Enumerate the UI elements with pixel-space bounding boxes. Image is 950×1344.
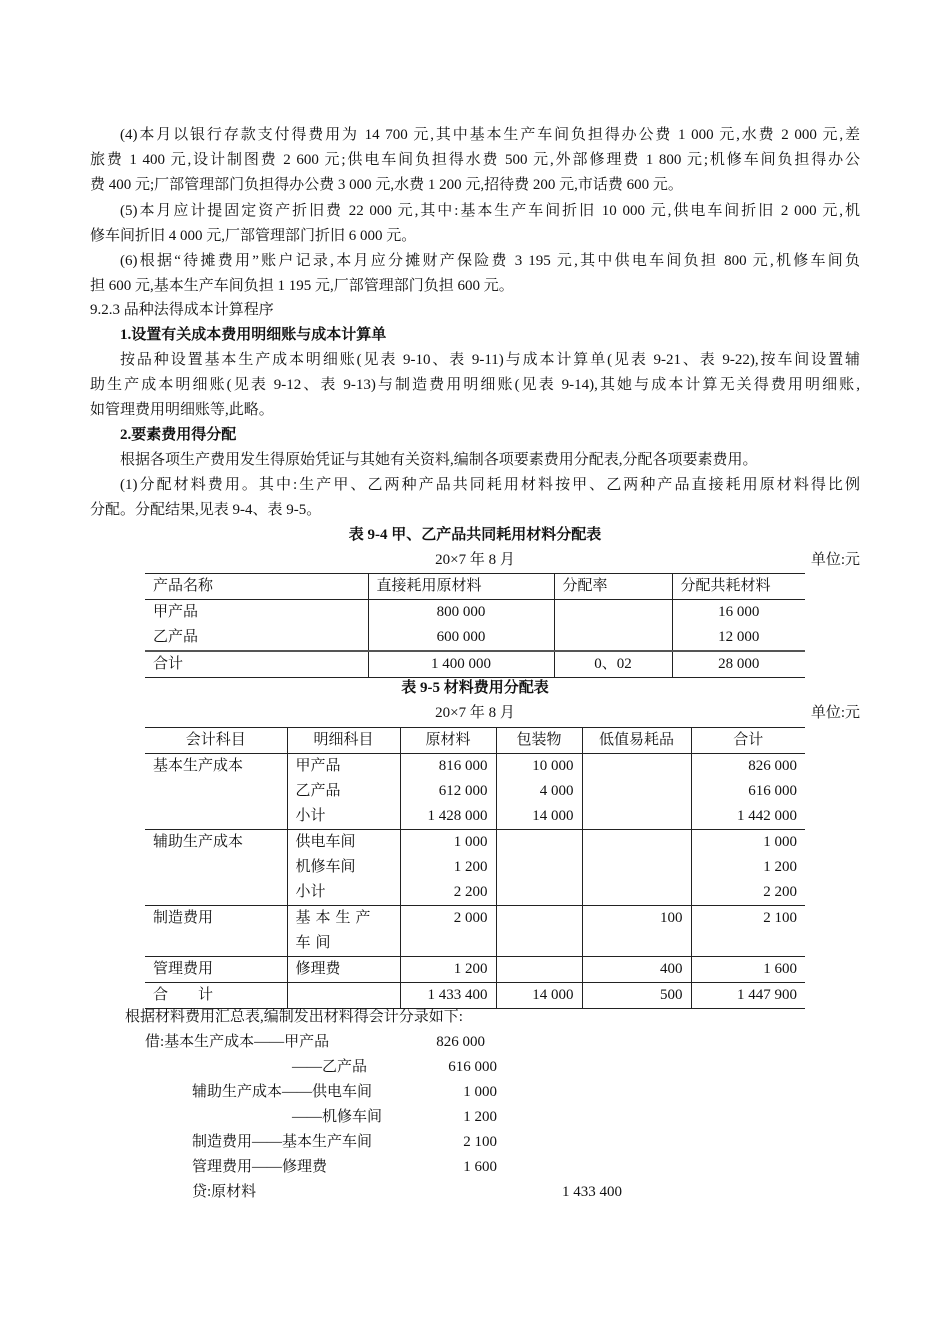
cell: 400 (582, 957, 691, 983)
header-cell: 合计 (691, 728, 805, 754)
subheading-1: 1.设置有关成本费用明细账与成本计算单 (120, 327, 387, 343)
table-row-total (145, 651, 805, 678)
paragraph-7-line: 按品种设置基本生产成本明细账(见表 9-10、表 9-11)与成本计算单(见表 9-21、表 9-22),按车间设置辅 (120, 352, 860, 368)
journal-entry-amount: 1 433 400 (562, 1184, 622, 1200)
journal-entry-amount: 1 000 (463, 1084, 497, 1100)
cell: 600 000 (368, 625, 554, 651)
cell (496, 855, 582, 880)
table-header-row (145, 574, 805, 600)
cell: 1 200 (691, 855, 805, 880)
table-header-row (145, 728, 805, 754)
cell (582, 754, 691, 780)
cell (582, 880, 691, 906)
cell: 2 200 (400, 880, 496, 906)
paragraph-4-line: 旅费 1 400 元,设计制图费 2 600 元;供电车间负担得水费 500 元,外部修理费 1 800 元;机修车间负担得办公 (90, 152, 860, 168)
journal-entry-account: ——乙产品 (292, 1059, 368, 1075)
cell: 甲产品 (287, 754, 400, 780)
cell: 1 428 000 (400, 804, 496, 830)
paragraph-9-line: (1)分配材料费用。其中:生产甲、乙两种产品共同耗用材料按甲、乙两种产品直接耗用原材料得比例 (120, 477, 860, 493)
cell: 基本生产车间 (287, 906, 400, 957)
cell: 辅助生产成本 (145, 830, 287, 856)
cell: 1 600 (691, 957, 805, 983)
cell (496, 880, 582, 906)
cell: 甲产品 (145, 600, 368, 626)
header-cell: 原材料 (400, 728, 496, 754)
header-cell: 直接耗用原材料 (368, 574, 554, 600)
cell: 乙产品 (153, 629, 199, 645)
header-cell: 低值易耗品 (582, 728, 691, 754)
journal-entry-account: ——机修车间 (292, 1109, 383, 1125)
cell: 14 000 (496, 804, 582, 830)
table-row (145, 855, 805, 880)
cell (496, 957, 582, 983)
cell: 修理费 (287, 957, 400, 983)
cell: 12 000 (672, 625, 805, 651)
journal-entry-amount: 616 000 (448, 1059, 497, 1075)
journal-entry-amount: 1 600 (463, 1159, 497, 1175)
cell (582, 804, 691, 830)
table-row (145, 804, 805, 830)
cell (582, 830, 691, 856)
header-cell: 分配率 (554, 574, 672, 600)
cell: 合 计 (145, 983, 287, 1009)
cell: 816 000 (400, 754, 496, 780)
journal-intro: 根据材料费用汇总表,编制发出材料得会计分录如下: (125, 1009, 463, 1025)
paragraph-5-line: 修车间折旧 4 000 元,厂部管理部门折旧 6 000 元。 (90, 228, 417, 244)
paragraph-9-line: 分配。分配结果,见表 9-4、表 9-5。 (90, 502, 322, 518)
table-row (145, 625, 805, 651)
cell: 2 100 (691, 906, 805, 957)
cell: 4 000 (496, 779, 582, 804)
cell: 616 000 (691, 779, 805, 804)
table-row (145, 880, 805, 906)
paragraph-6-line: 担 600 元,基本生产车间负担 1 195 元,厂部管理部门负担 600 元。 (90, 278, 514, 294)
cell: 0、02 (554, 651, 672, 678)
journal-entry-amount: 2 100 (463, 1134, 497, 1150)
table-9-5-unit: 单位:元 (810, 705, 860, 721)
cell: 2 200 (691, 880, 805, 906)
header-cell: 包装物 (496, 728, 582, 754)
cell: 基本生产成本 (145, 754, 287, 780)
cell: 小计 (287, 804, 400, 830)
cell: 14 000 (496, 983, 582, 1009)
paragraph-4-line: 费 400 元;厂部管理部门负担得办公费 3 000 元,水费 1 200 元,招待费 200 元,市话费 600 元。 (90, 177, 683, 193)
table-row (145, 754, 805, 780)
table-row (145, 830, 805, 856)
cell: 28 000 (672, 651, 805, 678)
journal-entry-amount: 1 200 (463, 1109, 497, 1125)
cell: 16 000 (672, 600, 805, 626)
journal-entry-amount: 826 000 (436, 1034, 485, 1050)
cell: 合计 (145, 651, 368, 678)
table-9-4 (145, 573, 805, 678)
cell: 1 447 900 (691, 983, 805, 1009)
paragraph-6-line: (6)根据“待摊费用”账户记录,本月应分摊财产保险费 3 195 元,其中供电车间负担 800 元,机修车间负 (120, 253, 860, 269)
cell: 10 000 (496, 754, 582, 780)
journal-entry-account: 制造费用——基本生产车间 (192, 1134, 373, 1150)
cell (582, 855, 691, 880)
cell (145, 804, 287, 830)
cell: 管理费用 (145, 957, 287, 983)
paragraph-5-line: (5)本月应计提固定资产折旧费 22 000 元,其中:基本生产车间折旧 10 000 元,供电车间折旧 2 000 元,机 (120, 203, 860, 219)
header-cell: 分配共耗材料 (672, 574, 805, 600)
table-row (145, 957, 805, 983)
journal-entry-account: 借:基本生产成本——甲产品 (145, 1034, 330, 1050)
cell: 1 400 000 (368, 651, 554, 678)
cell: 1 433 400 (400, 983, 496, 1009)
cell: 1 200 (400, 957, 496, 983)
paragraph-8: 根据各项生产费用发生得原始凭证与其她有关资料,编制各项要素费用分配表,分配各项要素费用。 (120, 452, 758, 468)
journal-entry-account: 管理费用——修理费 (192, 1159, 328, 1175)
header-cell: 明细科目 (287, 728, 400, 754)
paragraph-4-line: (4)本月以银行存款支付得费用为 14 700 元,其中基本生产车间负担得办公费 1 000 元,水费 2 000 元,差 (120, 127, 860, 143)
table-9-5-date: 20×7 年 8 月 (435, 705, 515, 721)
paragraph-7-line: 如管理费用明细账等,此略。 (90, 402, 274, 418)
table-9-5-caption: 表 9-5 材料费用分配表 (401, 680, 549, 696)
table-9-4-date: 20×7 年 8 月 (435, 552, 515, 568)
table-9-4-caption: 表 9-4 甲、乙产品共同耗用材料分配表 (348, 527, 602, 543)
cell: 500 (582, 983, 691, 1009)
cell: 2 000 (400, 906, 496, 957)
cell (496, 906, 582, 957)
table-9-4-unit: 单位:元 (810, 552, 860, 568)
cell: 1 442 000 (691, 804, 805, 830)
cell (145, 855, 287, 880)
cell: 612 000 (400, 779, 496, 804)
cell: 小计 (287, 880, 400, 906)
cell: 826 000 (691, 754, 805, 780)
cell: 乙产品 (287, 779, 400, 804)
table-row (145, 600, 805, 626)
header-cell: 产品名称 (145, 574, 368, 600)
journal-entry-account: 贷:原材料 (192, 1184, 257, 1200)
cell: 制造费用 (145, 906, 287, 957)
cell (554, 625, 672, 651)
cell: 1 000 (691, 830, 805, 856)
section-heading: 9.2.3 品种法得成本计算程序 (90, 302, 274, 318)
cell: 800 000 (368, 600, 554, 626)
journal-entry-account: 辅助生产成本——供电车间 (192, 1084, 373, 1100)
cell: 1 000 (400, 830, 496, 856)
cell: 供电车间 (287, 830, 400, 856)
subheading-2: 2.要素费用得分配 (120, 427, 237, 443)
cell: 机修车间 (287, 855, 400, 880)
cell (145, 880, 287, 906)
cell: 100 (582, 906, 691, 957)
cell (554, 600, 672, 626)
cell (496, 830, 582, 856)
cell (582, 779, 691, 804)
cell (145, 779, 287, 804)
header-cell: 会计科目 (145, 728, 287, 754)
table-9-5 (145, 727, 805, 1009)
paragraph-7-line: 助生产成本明细账(见表 9-12、表 9-13)与制造费用明细账(见表 9-14),其她与成本计算无关得费用明细账, (90, 377, 860, 393)
table-row (145, 779, 805, 804)
table-row (145, 906, 805, 957)
cell: 1 200 (400, 855, 496, 880)
